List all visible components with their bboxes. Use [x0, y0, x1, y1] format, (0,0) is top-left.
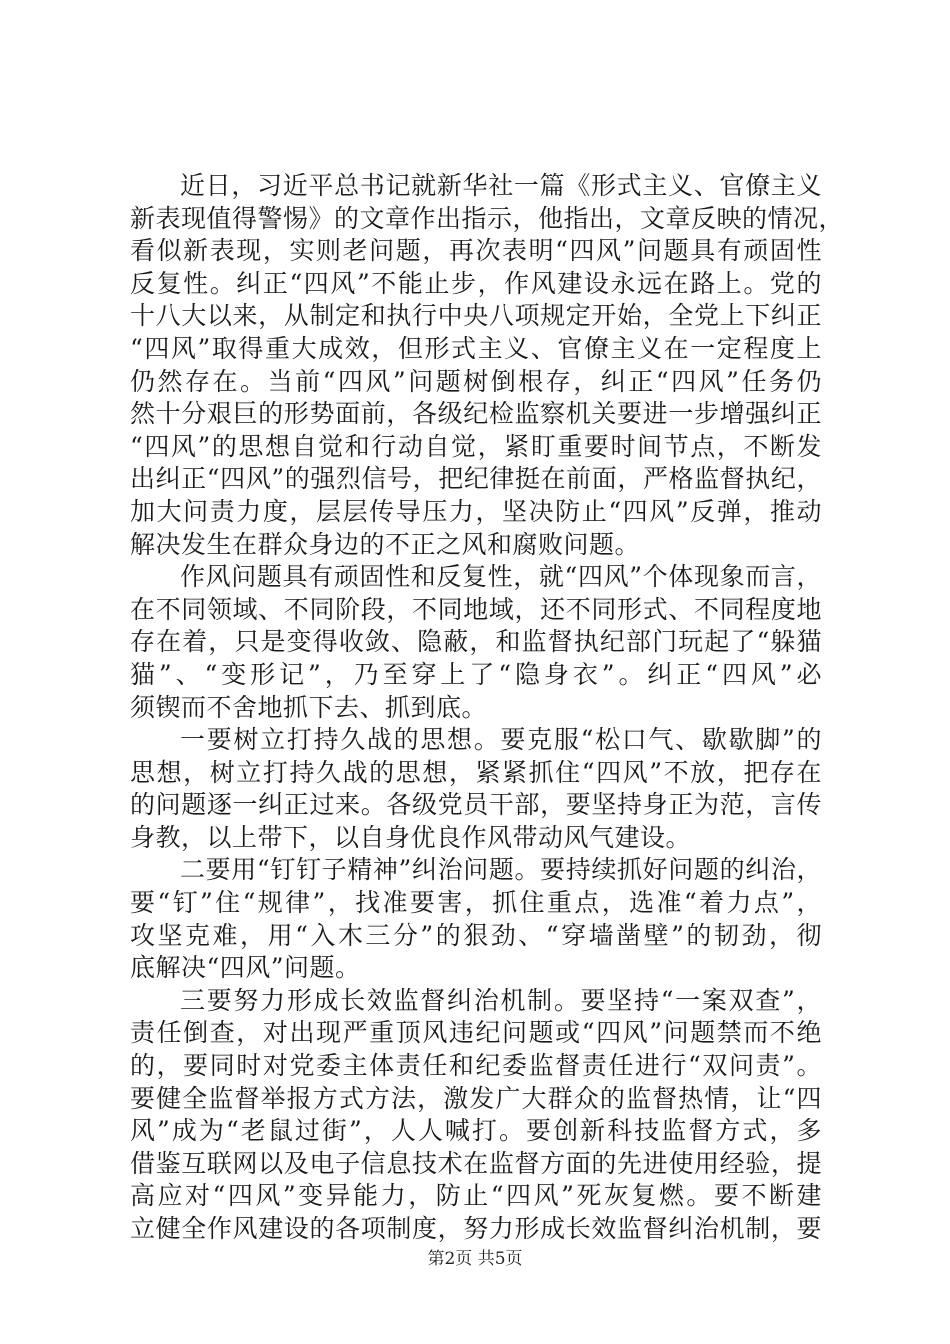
text-line: 近日，习近平总书记就新华社一篇《形式主义、官僚主义: [180, 171, 822, 200]
text-line: 出纠正“四风”的强烈信号，把纪律挺在前面，严格监督执纪，: [130, 464, 822, 494]
text-line: 责任倒查，对出现严重顶风违纪问题或“四风”问题禁而不绝: [130, 1018, 822, 1048]
text-line: 的问题逐一纠正过来。各级党员干部，要坚持身正为范，言传: [130, 790, 822, 820]
text-line: 身教，以上带下，以自身优良作风带动风气建设。: [130, 822, 692, 852]
text-line: 三要努力形成长效监督纠治机制。要坚持“一案双查”，: [180, 985, 822, 1015]
text-line: 的，要同时对党委主体责任和纪委监督责任进行“双问责”。: [130, 1051, 822, 1081]
text-line: 一要树立打持久战的思想。要克服“松口气、歇歇脚”的: [180, 725, 822, 755]
text-line: 攻坚克难，用“入木三分”的狠劲、“穿墙凿壁”的韧劲，彻: [130, 920, 822, 950]
text-line: 猫”、“变形记”，乃至穿上了“隐身衣”。纠正“四风”必: [130, 659, 822, 689]
text-line: 作风问题具有顽固性和反复性，就“四风”个体现象而言，: [180, 562, 822, 592]
text-line: “四风”的思想自觉和行动自觉，紧盯重要时间节点，不断发: [130, 431, 822, 461]
text-line: 借鉴互联网以及电子信息技术在监督方面的先进使用经验，提: [130, 1148, 822, 1178]
text-line: 高应对“四风”变异能力，防止“四风”死灰复燃。要不断建: [130, 1181, 822, 1211]
text-line: 加大问责力度，层层传导压力，坚决防止“四风”反弹，推动: [130, 496, 822, 526]
text-line: 看似新表现，实则老问题，再次表明“四风”问题具有顽固性: [130, 236, 822, 266]
text-line: 思想，树立打持久战的思想，紧紧抓住“四风”不放，把存在: [130, 757, 822, 787]
text-line: 解决发生在群众身边的不正之风和腐败问题。: [130, 529, 641, 559]
text-line: “四风”取得重大成效，但形式主义、官僚主义在一定程度上: [130, 333, 822, 363]
text-line: 新表现值得警惕》的文章作出指示，他指出，文章反映的情况，: [130, 203, 845, 233]
text-line: 在不同领域、不同阶段，不同地域，还不同形式、不同程度地: [130, 594, 822, 624]
text-line: 存在着，只是变得收敛、隐蔽，和监督执纪部门玩起了“躲猫: [130, 627, 822, 657]
text-line: 十八大以来，从制定和执行中央八项规定开始，全党上下纠正: [130, 301, 822, 331]
text-line: 仍然存在。当前“四风”问题树倒根存，纠正“四风”任务仍: [130, 366, 822, 396]
text-line: 风”成为“老鼠过街”，人人喊打。要创新科技监督方式，多: [130, 1116, 822, 1146]
text-line: 须锲而不舍地抓下去、抓到底。: [130, 692, 488, 722]
text-line: 要“钉”住“规律”，找准要害，抓住重点，选准“着力点”，: [130, 888, 822, 918]
text-line: 要健全监督举报方式方法，激发广大群众的监督热情，让“四: [130, 1083, 822, 1113]
text-line: 立健全作风建设的各项制度，努力形成长效监督纠治机制，要: [130, 1214, 822, 1243]
text-line: 底解决“四风”问题。: [130, 953, 361, 983]
text-line: 然十分艰巨的形势面前，各级纪检监察机关要进一步增强纠正: [130, 399, 822, 429]
text-line: 二要用“钉钉子精神”纠治问题。要持续抓好问题的纠治，: [180, 855, 822, 885]
page-footer: 第2页 共5页: [427, 1249, 523, 1269]
document-body: [130, 170, 845, 1246]
text-line: 反复性。纠正“四风”不能止步，作风建设永远在路上。党的: [130, 268, 822, 298]
